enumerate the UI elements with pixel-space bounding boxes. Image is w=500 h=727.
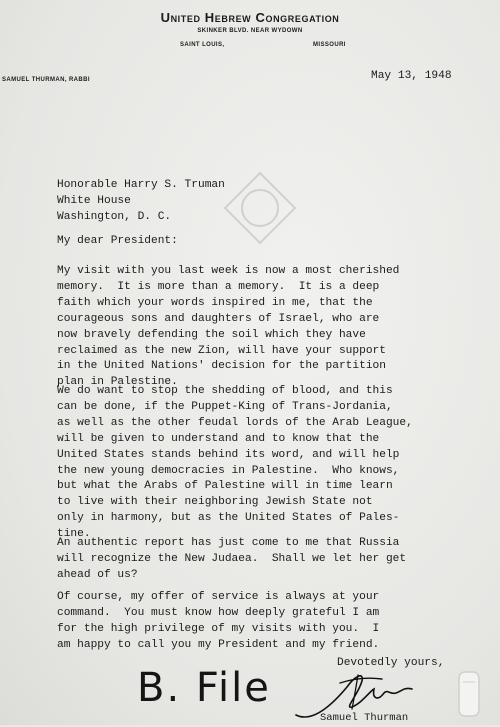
- letterhead-street: SKINKER BLVD. NEAR WYDOWN: [197, 28, 303, 34]
- recipient-line-3: Washington, D. C.: [57, 210, 172, 223]
- closing: Devotedly yours,: [337, 657, 445, 669]
- file-stamp: B. File: [137, 665, 271, 711]
- recipient-line-2: White House: [57, 194, 131, 207]
- paragraph-1: My visit with you last week is now a most cherished memory. It is more than a memory. It is a deep faith which your words inspired in me, that the courageous sons and daughters of Israel, who are now bravely defending the soil which they have reclaimed as the new Zion, will have your support in the United Nations' decision for the partition plan in Palestine.: [57, 265, 400, 389]
- paper-clip-mark-icon: [455, 668, 485, 720]
- letterhead-city: SAINT LOUIS,: [180, 42, 225, 48]
- salutation: My dear President:: [57, 235, 178, 247]
- recipient-address: [57, 178, 225, 226]
- letter-date: May 13, 1948: [371, 70, 452, 82]
- recipient-line-1: Honorable Harry S. Truman: [57, 179, 225, 191]
- letterhead-rabbi: SAMUEL THURMAN, RABBI: [2, 77, 90, 83]
- watermark-seal-icon: [215, 168, 305, 248]
- paragraph-3: An authentic report has just come to me that Russia will recognize the New Judaea. Shall we let her get ahead of us?: [57, 537, 407, 581]
- paragraph-2: We do want to stop the shedding of blood, and this can be done, if the Puppet-King of Trans-Jordania, as well as the other feudal lords of the Arab League, will be given to understand and to know that the United States stands behind its word, and will help the new young democracies in Palestine. Who knows, but what the Arabs of Palestine will in time learn to live with their neighboring Jewish State not only in harmony, but as the United States of Pales- tine.: [57, 385, 413, 541]
- typed-signature-name: Samuel Thurman: [320, 712, 409, 724]
- paragraph-4: Of course, my offer of service is always at your command. You must know how deeply grateful I am for the high privilege of my visits with you. I am happy to call you my President and my friend.: [57, 591, 380, 651]
- letterhead-organization: United Hebrew Congregation: [160, 10, 340, 25]
- letterhead-state: MISSOURI: [313, 42, 346, 48]
